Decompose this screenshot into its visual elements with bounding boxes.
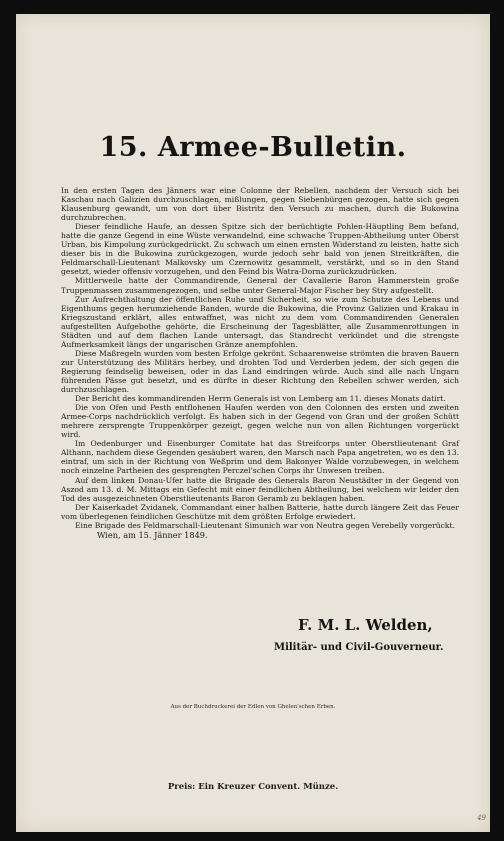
bulletin-title: 15. Armee-Bulletin. xyxy=(99,132,407,163)
date-line: Wien, am 15. Jänner 1849. xyxy=(97,529,208,540)
paragraph: Diese Maßregeln wurden vom besten Erfolge gekrönt. Schaarenweise strömten die braven Bauern zur Unterstützung des Militärs herbey, und drohten Tod und Verderben jedem, der sich gegen die Regierung feindselig beweisen, oder in das Land eindringen würde. Auch sind alle nach Ungarn führenden Pässe gut besetzt, und es dürfte in dieser Richtung den Rebellen schwer werden, sich durchzuschlagen. xyxy=(61,348,459,395)
paragraph: Dieser feindliche Haufe, an dessen Spitze sich der berüchtigte Pohlen-Häuptling Bem befand, hatte die ganze Gegend in eine Wüste verwandelnd, eine schwache Truppen-Abtheilung unter Oberst Urban, bis Kimpolung zurückgedrückt. Zu schwach um einen ernsten Widerstand zu leisten, hatte sich dieser bis in die Bukowina zurückgezogen, wurde jedoch sehr bald von jenen Streitkräften, die Feldmarschall-Lieutenant Malkovsky um Czernowitz gesammelt, verstärkt, und so in den Stand gesetzt, wieder offensiv vorzugehen, und den Feind bis Watra-Dorna zurückzudrücken. xyxy=(61,222,459,277)
paragraph: Mittlerweile hatte der Commandirende, General der Cavallerie Baron Hammerstein große Truppenmassen zusammengezogen, und selbe unter General-Major Fischer bey Stry aufgestellt. xyxy=(61,276,459,295)
paragraph: Die von Ofen und Pesth entflohenen Haufen werden von den Colonnen des ersten und zweiten Armee-Corps nachdrücklich verfolgt. Es haben sich in der Gegend von Gran und der großen Schütt mehrere zersprengte Truppenkörper gezeigt, gegen welche nun von allen Richtungen vorgerückt wird. xyxy=(61,403,459,440)
signature-name: F. M. L. Welden, xyxy=(298,616,433,634)
paragraph: Der Kaiserkadet Zvidanek, Commandant einer halben Batterie, hatte durch längere Zeit das Feuer vom überlegenen feindlichen Geschütze mit dem größten Erfolge erwiedert. xyxy=(61,502,459,521)
bulletin-body xyxy=(61,186,459,540)
paragraph: In den ersten Tagen des Jänners war eine Colonne der Rebellen, nachdem der Versuch sich bei Kaschau nach Galizien durchzuschlagen, mißlungen, gegen Siebenbürgen gezogen, hatte sich gegen Klausenburg gewandt, um von dort über Bistritz den Versuch zu machen, durch die Bukowina durchzubrechen. xyxy=(61,186,459,223)
paragraph: Im Oedenburger und Eisenburger Comitate hat das Streifcorps unter Oberstlieutenant Graf Althann, nachdem diese Gegenden gesäubert waren, den Marsch nach Papa angetreten, wo es den 13. eintraf, um sich in der Richtung von Weßprim und dem Bakonyer Walde vorzubewegen, in welchem noch einzelne Partheien des gesprengten Perczel'schen Corps ihr Unwesen treiben. xyxy=(61,439,459,476)
printer-imprint: Aus der Buchdruckerei der Edlen von Ghelen'schen Erben. xyxy=(170,704,336,710)
page-number: 49 xyxy=(477,814,486,822)
paragraph: Eine Brigade des Feldmarschall-Lieutenant Simunich war von Neutra gegen Verebelly vorgerückt. xyxy=(75,520,455,530)
bulletin-sheet xyxy=(16,14,490,832)
paragraph: Zur Aufrechthaltung der öffentlichen Ruhe und Sicherheit, so wie zum Schutze des Lebens und Eigenthums gegen herumziehende Banden, wurde die Bukowina, die Provinz Galizien und Krakau in Kriegszustand erklärt, alles entwaffnet, was nicht zu dem vom Commandirenden Generalen aufgestellten Aufgebothe gehörte, die Erscheinung der Tagesblätter, alle Zusammenrottungen in Städten und auf dem flachen Lande untersagt, das Standrecht verkündet und die strengste Aufmerksamkeit längs der ungarischen Gränze anempfohlen. xyxy=(61,294,459,349)
paragraph: Der Bericht des kommandirenden Herrn Generals ist von Lemberg am 11. dieses Monats datirt. xyxy=(75,394,446,404)
price-line: Preis: Ein Kreuzer Convent. Münze. xyxy=(167,782,339,792)
paragraph: Auf dem linken Donau-Ufer hatte die Brigade des Generals Baron Neustädter in der Gegend von Aszod am 13. d. M. Mittags ein Gefecht mit einer feindlichen Abtheilung, bei welchem wir leider den Tod des ausgezeichneten Oberstlieutenants Baron Geramb zu beklagen haben. xyxy=(61,475,459,503)
signature-role: Militär- und Civil-Gouverneur. xyxy=(274,642,444,653)
